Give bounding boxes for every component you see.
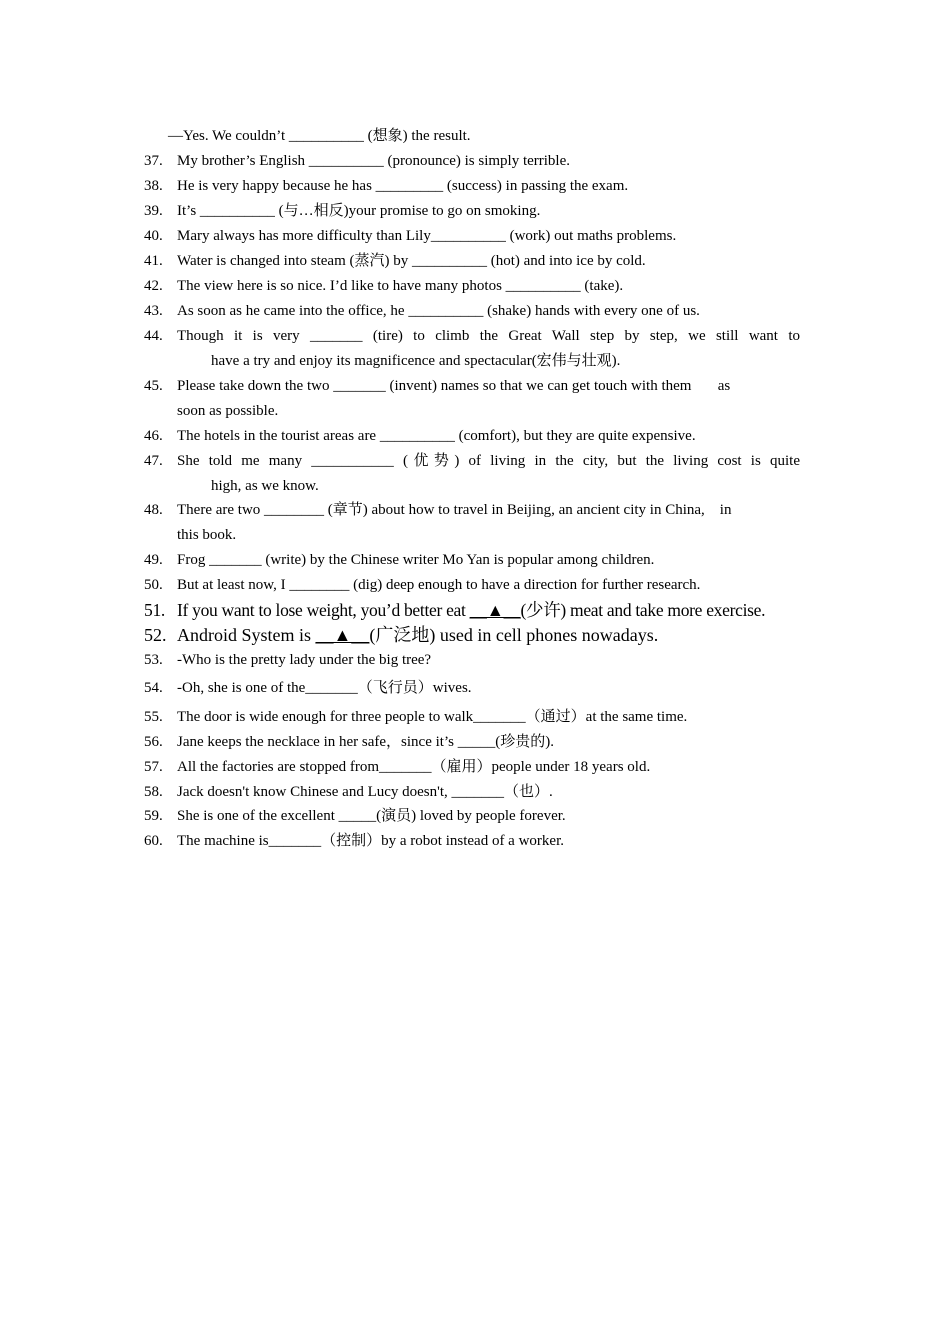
item-number: 40. (144, 228, 163, 244)
exercise-item-45-continued: soon as possible. (177, 403, 279, 419)
item-number: 50. (144, 577, 163, 593)
item-number: 42. (144, 278, 163, 294)
item-text: The view here is so nice. I’d like to have many photos __________ (take). (177, 278, 624, 294)
exercise-item-48-continued: this book. (177, 527, 237, 543)
item-text: She told me many ___________ (优势) of living in the city, but the living cost is quite (177, 453, 800, 469)
item-text-before-blank: If you want to lose weight, you’d better eat (177, 600, 470, 620)
item-number: 43. (144, 303, 163, 319)
item-number: 60. (144, 833, 163, 849)
item-text: There are two ________ (章节) about how to travel in Beijing, an ancient city in China, in (177, 502, 732, 518)
item-number: 49. (144, 552, 163, 568)
item-number: 56. (144, 734, 163, 750)
item-text (177, 623, 800, 648)
item-text-after-blank: (少许) meat and take more exercise. (520, 600, 766, 620)
item-text: Though it is very _______ (tire) to climb the Great Wall step by step, we still want to (177, 328, 800, 344)
answer-blank: __▲__ (315, 625, 370, 645)
item-text: Jane keeps the necklace in her safe，since it’s _____(珍贵的). (177, 734, 554, 750)
item-text (177, 598, 800, 623)
item-text: The machine is_______（控制）by a robot instead of a worker. (177, 833, 564, 849)
item-number: 38. (144, 178, 163, 194)
exercise-item-47-continued: high, as we know. (211, 478, 319, 494)
item-text: Jack doesn't know Chinese and Lucy doesn't, _______（也）. (177, 784, 553, 800)
item-number: 52. (144, 625, 167, 645)
line-text: —Yes. We couldn’t __________ (想象) the result. (168, 128, 471, 144)
item-number: 45. (144, 378, 163, 394)
item-number: 46. (144, 428, 163, 444)
item-text: The hotels in the tourist areas are __________ (comfort), but they are quite expensive. (177, 428, 696, 444)
item-number: 59. (144, 808, 163, 824)
item-text: It’s __________ (与…相反)your promise to go on smoking. (177, 203, 541, 219)
item-text: Mary always has more difficulty than Lily__________ (work) out maths problems. (177, 228, 677, 244)
item-text: She is one of the excellent _____(演员) loved by people forever. (177, 808, 566, 824)
item-number: 41. (144, 253, 163, 269)
item-text: Frog _______ (write) by the Chinese writer Mo Yan is popular among children. (177, 552, 655, 568)
exercise-item-44-continued: have a try and enjoy its magnificence and spectacular(宏伟与壮观). (211, 353, 621, 369)
item-text: -Oh, she is one of the_______（飞行员）wives. (177, 680, 472, 696)
item-text: -Who is the pretty lady under the big tree? (177, 652, 432, 668)
item-number: 48. (144, 502, 163, 518)
item-text: Please take down the two _______ (invent) names so that we can get touch with them as (177, 378, 731, 394)
item-text-after-blank: (广泛地) used in cell phones nowadays. (369, 625, 659, 645)
item-number: 47. (144, 453, 163, 469)
item-text-before-blank: Android System is (177, 625, 316, 645)
item-text: But at least now, I ________ (dig) deep enough to have a direction for further research. (177, 577, 701, 593)
item-number: 57. (144, 759, 163, 775)
item-text: As soon as he came into the office, he __________ (shake) hands with every one of us. (177, 303, 700, 319)
item-number: 53. (144, 652, 163, 668)
item-text: My brother’s English __________ (pronounce) is simply terrible. (177, 153, 571, 169)
item-text: He is very happy because he has _________ (success) in passing the exam. (177, 178, 629, 194)
item-number: 37. (144, 153, 163, 169)
item-text: Water is changed into steam (蒸汽) by __________ (hot) and into ice by cold. (177, 253, 646, 269)
item-number: 51. (144, 600, 165, 620)
item-number: 55. (144, 709, 163, 725)
item-text: All the factories are stopped from_______（雇用）people under 18 years old. (177, 759, 651, 775)
item-number: 58. (144, 784, 163, 800)
answer-blank: __▲__ (469, 600, 521, 620)
item-number: 39. (144, 203, 163, 219)
item-number: 54. (144, 680, 163, 696)
item-number: 44. (144, 328, 163, 344)
item-text: The door is wide enough for three people to walk_______（通过）at the same time. (177, 709, 688, 725)
